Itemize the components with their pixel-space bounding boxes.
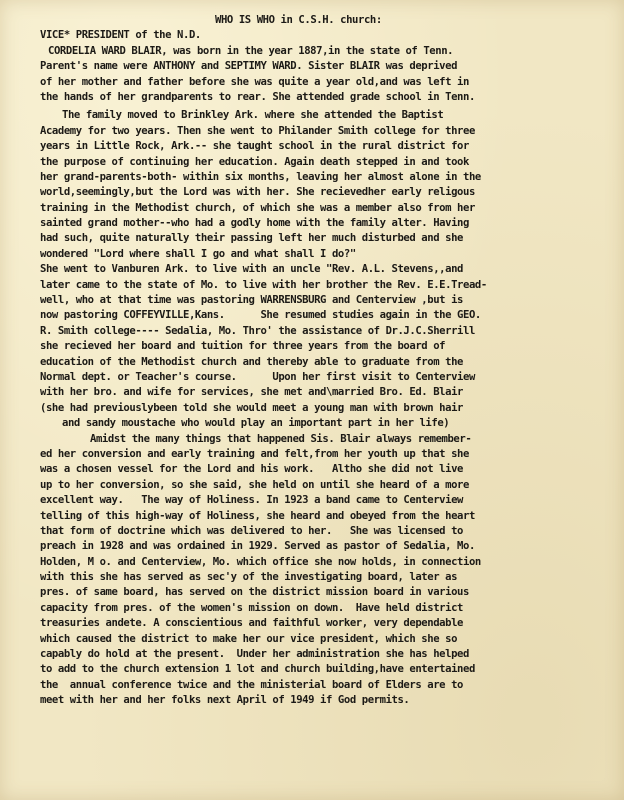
text-line: world,seemingly,but the Lord was with her. She recievedher early religous: [40, 186, 475, 199]
text-line: ed her conversion and early training and felt,from her youth up that she: [40, 447, 469, 460]
text-line: with this she has served as sec'y of the investigating board, later as: [40, 571, 458, 584]
text-line: she recieved her board and tuition for three years from the board of: [40, 340, 446, 353]
text-line: She went to Vanburen Ark. to live with an uncle "Rev. A.L. Stevens,,and: [40, 263, 464, 276]
text-line: Amidst the many things that happened Sis. Blair always remember-: [90, 432, 472, 445]
text-line: the annual conference twice and the ministerial board of Elders are to: [40, 678, 464, 691]
text-line: CORDELIA WARD BLAIR, was born in the year 1887,in the state of Tenn.: [48, 44, 454, 57]
text-line: with her bro. and wife for services, she met and\married Bro. Ed. Blair: [40, 386, 464, 399]
text-line: well, who at that time was pastoring WARRENSBURG and Centerview ,but is: [40, 294, 464, 307]
text-line: Holden, M o. and Centerview, Mo. which office she now holds, in connection: [40, 555, 481, 568]
text-line: The family moved to Brinkley Ark. where she attended the Baptist: [62, 109, 444, 122]
text-line: now pastoring COFFEYVILLE,Kans. She resumed studies again in the GEO.: [40, 309, 481, 322]
text-line: had such, quite naturally their passing left her much disturbed and she: [40, 232, 464, 245]
text-line: up to her conversion, so she said, she held on until she heard of a more: [40, 478, 469, 491]
text-line: the purpose of continuing her education. Again death stepped in and took: [40, 155, 469, 168]
text-line: preach in 1928 and was ordained in 1929. Served as pastor of Sedalia, Mo.: [40, 540, 475, 553]
text-line: Normal dept. or Teacher's course. Upon her first visit to Centerview: [40, 370, 475, 383]
text-line: wondered "Lord where shall I go and what shall I do?": [40, 247, 356, 260]
text-line: Academy for two years. Then she went to Philander Smith college for three: [40, 124, 475, 137]
text-line: sainted grand mother--who had a godly home with the family alter. Having: [40, 217, 469, 230]
text-line: the hands of her grandparents to rear. She attended grade school in Tenn.: [40, 90, 475, 103]
text-line: meet with her and her folks next April of 1949 if God permits.: [40, 694, 410, 707]
text-line: capacity from pres. of the women's mission on down. Have held district: [40, 601, 464, 614]
text-line: capably do hold at the present. Under her administration she has helped: [40, 648, 469, 661]
text-line: treasuries andete. A conscientious and faithful worker, very dependable: [40, 617, 464, 630]
typed-document: [40, 13, 610, 709]
text-line: later came to the state of Mo. to live with her brother the Rev. E.E.Tread-: [40, 278, 487, 291]
text-line: to add to the church extension 1 lot and church building,have entertained: [40, 663, 475, 676]
document-title: WHO IS WHO in C.S.H. church:: [215, 14, 382, 26]
text-line: years in Little Rock, Ark.-- she taught school in the rural district for: [40, 140, 469, 153]
text-line: education of the Methodist church and thereby able to graduate from the: [40, 355, 464, 368]
text-line: her grand-parents-both- within six months, leaving her almost alone in the: [40, 170, 481, 183]
text-line: pres. of same board, has served on the district mission board in various: [40, 586, 469, 599]
text-line: R. Smith college---- Sedalia, Mo. Thro' the assistance of Dr.J.C.Sherrill: [40, 324, 475, 337]
text-line: Parent's name were ANTHONY and SEPTIMY WARD. Sister BLAIR was deprived: [40, 60, 458, 73]
text-line: telling of this high-way of Holiness, she heard and obeyed from the heart: [40, 509, 475, 522]
text-line: training in the Methodist church, of which she was a member also from her: [40, 201, 475, 214]
text-line: and sandy moustache who would play an important part in her life): [62, 417, 450, 430]
text-line: that form of doctrine which was delivered to her. She was licensed to: [40, 524, 464, 537]
text-line: of her mother and father before she was quite a year old,and was left in: [40, 75, 469, 88]
document-heading: VICE* PRESIDENT of the N.D.: [40, 29, 201, 42]
text-line: which caused the district to make her our vice president, which she so: [40, 632, 458, 645]
text-line: was a chosen vessel for the Lord and his work. Altho she did not live: [40, 463, 464, 476]
text-line: excellent way. The way of Holiness. In 1923 a band came to Centerview: [40, 494, 464, 507]
text-line: (she had previouslybeen told she would meet a young man with brown hair: [40, 401, 464, 414]
